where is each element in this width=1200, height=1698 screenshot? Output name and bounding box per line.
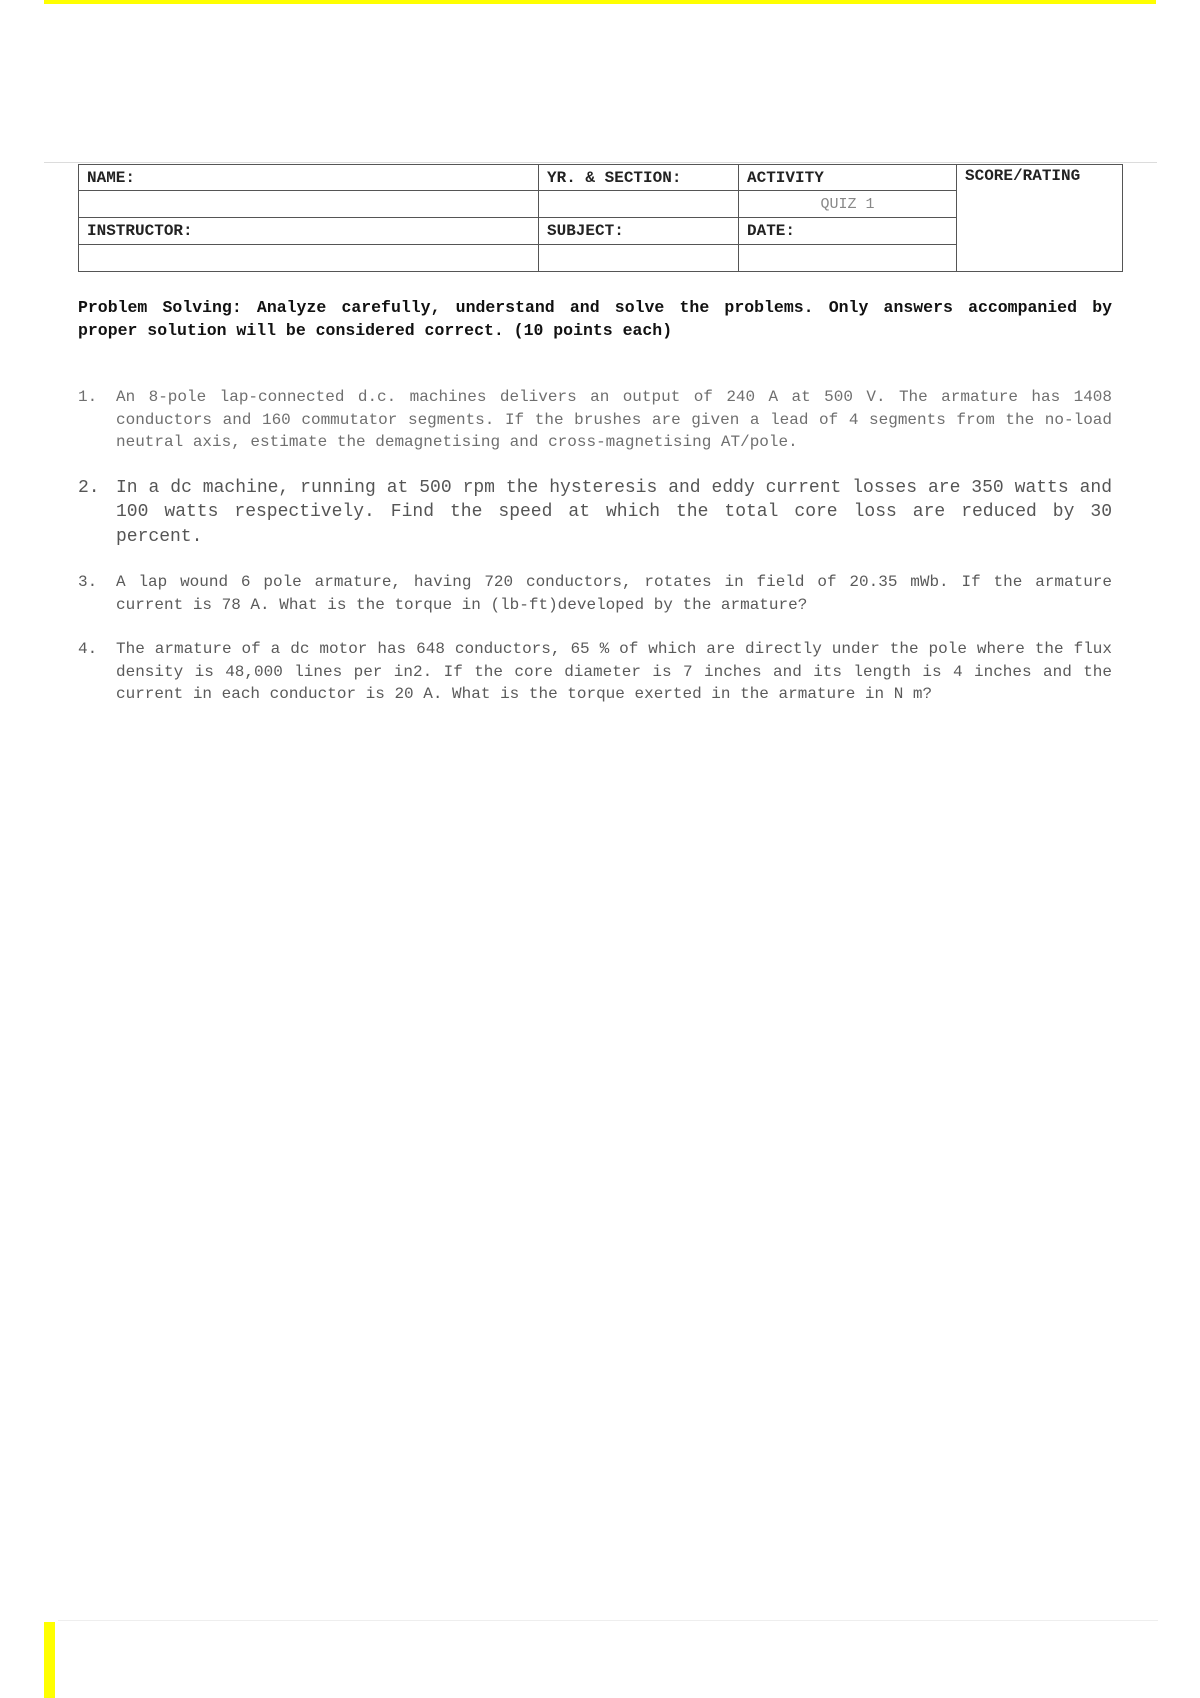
problem-number: 2. (78, 477, 100, 498)
date-field[interactable] (739, 244, 957, 271)
header-table (78, 164, 1123, 272)
instructor-label: INSTRUCTOR: (79, 218, 539, 244)
problem-item (78, 386, 1112, 454)
subject-field[interactable] (539, 244, 739, 271)
highlight-mark-left (44, 1622, 55, 1698)
problem-item (78, 476, 1112, 550)
problem-number: 4. (78, 640, 98, 658)
instructions-text: Problem Solving: Analyze carefully, understand and solve the problems. Only answers accompanied by proper solution will be considered correct. (10 points each) (78, 298, 1112, 340)
highlight-mark-top (44, 0, 1156, 4)
name-label: NAME: (79, 165, 539, 191)
yr-section-label: YR. & SECTION: (539, 165, 739, 191)
problem-number: 1. (78, 388, 98, 406)
activity-value: QUIZ 1 (739, 191, 957, 218)
activity-label: ACTIVITY (739, 165, 957, 191)
score-rating-cell: SCORE/RATING (957, 165, 1123, 272)
top-divider (44, 162, 1157, 163)
name-field[interactable] (79, 191, 539, 218)
problem-number: 3. (78, 573, 98, 591)
bottom-divider (58, 1620, 1158, 1621)
subject-label: SUBJECT: (539, 218, 739, 244)
problem-item (78, 571, 1112, 616)
problem-text: In a dc machine, running at 500 rpm the hysteresis and eddy current losses are 350 watts and 100 watts respectively. Find the speed at which the total core loss are reduced by 30 percent. (116, 477, 1112, 547)
problem-text: The armature of a dc motor has 648 conductors, 65 % of which are directly under the pole where the flux density is 48,000 lines per in2. If the core diameter is 7 inches and its length is 4 inches and the current in each conductor is 20 A. What is the torque exerted in the armature in N m? (116, 640, 1112, 703)
problem-text: An 8-pole lap-connected d.c. machines delivers an output of 240 A at 500 V. The armature has 1408 conductors and 160 commutator segments. If the brushes are given a lead of 4 segments from the no-load neutral axis, estimate the demagnetising and cross-magnetising AT/pole. (116, 388, 1112, 451)
problem-text: A lap wound 6 pole armature, having 720 conductors, rotates in field of 20.35 mWb. If the armature current is 78 A. What is the torque in (lb-ft)developed by the armature? (116, 573, 1112, 614)
instructor-field[interactable] (79, 244, 539, 271)
yr-section-field[interactable] (539, 191, 739, 218)
problem-list (78, 386, 1112, 706)
date-label: DATE: (739, 218, 957, 244)
problem-item (78, 638, 1112, 706)
